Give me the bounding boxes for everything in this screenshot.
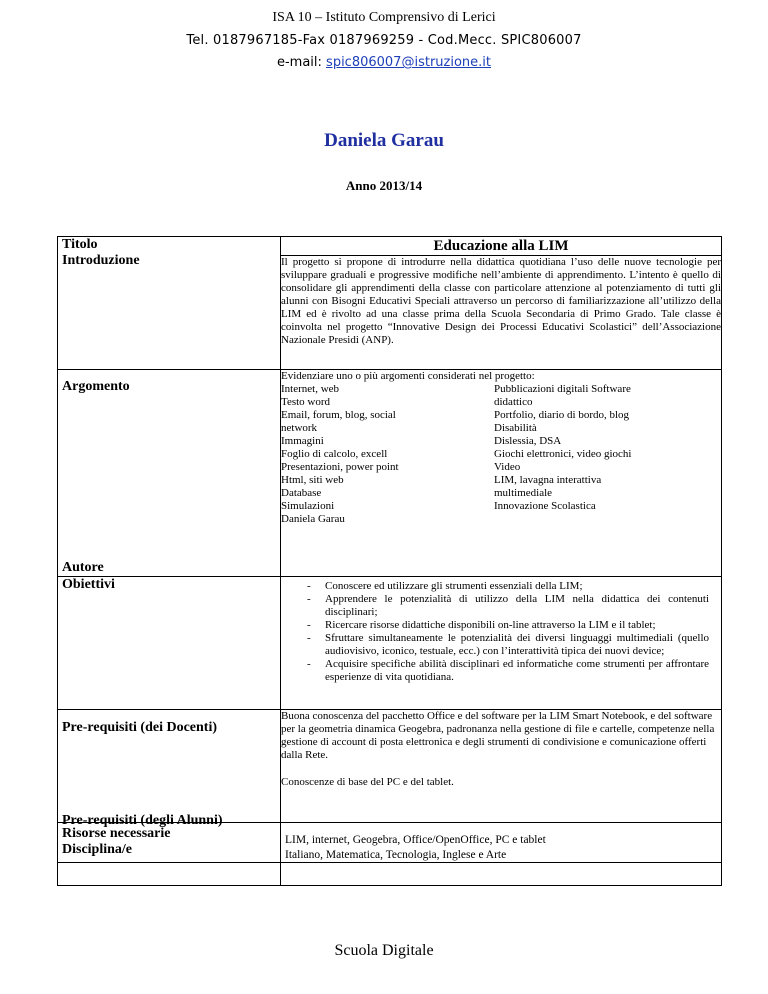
obiettivo-item: - Conoscere ed utilizzare gli strumenti essenziali della LIM; xyxy=(307,580,709,593)
argomento-item: network xyxy=(281,422,318,434)
school-name: ISA 10 – Istituto Comprensivo di Lerici xyxy=(272,10,496,25)
disciplina-text: Italiano, Matematica, Tecnologia, Inglese e Arte xyxy=(285,849,507,861)
prereq-alunni-label: Pre-requisiti (degli Alunni) xyxy=(62,813,223,828)
obiettivo-item: - Sfruttare simultaneamente le potenzialità dei diversi linguaggi multimediali (quello audiovisivo, iconico, testuale, ecc.) con l’interattività tipica dei nuovi device; xyxy=(307,632,709,658)
row-prerequisiti xyxy=(58,710,722,823)
project-table xyxy=(57,236,722,886)
prereq-alunni-text: Conoscenze di base del PC e del tablet. xyxy=(281,776,454,788)
autore-value: Daniela Garau xyxy=(281,513,345,525)
prereq-docenti-text: Buona conoscenza del pacchetto Office e del software per la LIM Smart Notebook, e del software per la geometria dinamica Geogebra, padronanza nella gestione di file e cartelle, competenze nella gestione di account di posta elettronica e degli strumenti di condivisione e comunicazione offerti dalla Rete. xyxy=(281,710,715,761)
label-cell-obiettivi xyxy=(58,577,281,710)
intro-label: Introduzione xyxy=(62,253,140,268)
argomento-item: Database xyxy=(281,487,322,499)
argomento-item: Pubblicazioni digitali Software xyxy=(494,383,631,395)
label-cell-argomento xyxy=(58,370,281,577)
argomento-item: multimediale xyxy=(494,487,553,499)
empty-value-cell xyxy=(281,863,722,886)
argomento-heading: Evidenziare uno o più argomenti considerati nel progetto: xyxy=(281,370,535,382)
row-titolo xyxy=(58,237,722,256)
argomento-item: Presentazioni, power point xyxy=(281,461,399,473)
prereq-docenti-label: Pre-requisiti (dei Docenti) xyxy=(62,720,218,735)
school-year: Anno 2013/14 xyxy=(345,178,423,193)
risorse-text: LIM, internet, Geogebra, Office/OpenOffice, PC e tablet xyxy=(285,834,546,846)
row-argomento xyxy=(58,370,722,577)
argomento-cell xyxy=(281,370,722,577)
argomento-item: Html, siti web xyxy=(281,474,344,486)
argomento-item: Portfolio, diario di bordo, blog xyxy=(494,409,630,421)
argomento-item: Foglio di calcolo, excell xyxy=(281,448,388,460)
label-cell-titolo xyxy=(58,237,281,370)
page-footer: Scuola Digitale xyxy=(334,942,434,959)
row-obiettivi xyxy=(58,577,722,710)
argomento-list xyxy=(281,383,721,513)
argomento-col-1 xyxy=(281,383,494,513)
obiettivi-label: Obiettivi xyxy=(62,577,115,592)
disciplina-label: Disciplina/e xyxy=(62,842,133,857)
label-cell-prerequisiti xyxy=(58,710,281,828)
argomento-item: Giochi elettronici, video giochi xyxy=(494,448,632,460)
argomento-item: Disabilità xyxy=(494,422,537,434)
author-title: Daniela Garau xyxy=(324,130,444,151)
argomento-item: Innovazione Scolastica xyxy=(494,500,596,512)
risorse-disciplina-cell xyxy=(281,823,722,863)
obiettivo-item: - Acquisire specifiche abilità disciplinari ed informatiche come strumenti per affrontare esperienze di vita quotidiana. xyxy=(307,658,709,684)
row-empty xyxy=(58,863,722,886)
project-title: Educazione alla LIM xyxy=(281,237,722,256)
argomento-item: LIM, lavagna interattiva xyxy=(494,474,602,486)
argomento-item: Dislessia, DSA xyxy=(494,435,562,447)
titolo-label: Titolo xyxy=(62,237,98,252)
argomento-label: Argomento xyxy=(62,379,130,394)
school-contacts: Tel. 0187967185-Fax 0187969259 - Cod.Mecc. SPIC806007 xyxy=(186,33,582,48)
argomento-item: Email, forum, blog, social xyxy=(281,409,396,421)
school-email-line xyxy=(0,55,768,70)
autore-label: Autore xyxy=(62,560,104,575)
argomento-col-2 xyxy=(494,383,721,513)
obiettivi-list xyxy=(281,577,721,688)
argomento-item: Testo word xyxy=(281,396,331,408)
obiettivo-item: - Ricercare risorse didattiche disponibili on-line attraverso la LIM e il tablet; xyxy=(307,619,709,632)
obiettivo-item: - Apprendere le potenzialità di utilizzo della LIM nella didattica dei contenuti disciplinari; xyxy=(307,593,709,619)
empty-label-cell xyxy=(58,863,281,886)
obiettivi-cell xyxy=(281,577,722,710)
intro-text: Il progetto si propone di introdurre nella didattica quotidiana l’uso delle nuove tecnologie per sviluppare graduali e progressive modifiche nell’ambiente di apprendimento. L’intento è quello di consolidare gli apprendimenti della classe con particolare attenzione al potenziamento di tutti gli alunni con Bisogni Educativi Speciali attraverso un percorso di familiarizzazione all’utilizzo della LIM ed è rivolto ad una classe prima della Scuola Secondaria di Primo Grado. Tale classe è coinvolta nel progetto “Innovative Design dei Processi Educativi Scolastici” dell’Associazione Nazionale Presidi (ANP). xyxy=(281,256,722,370)
argomento-item: Immagini xyxy=(281,435,324,447)
email-prefix: e-mail: xyxy=(276,55,327,70)
argomento-item: didattico xyxy=(494,396,533,408)
email-link[interactable]: spic806007@istruzione.it xyxy=(326,55,491,70)
risorse-label: Risorse necessarie xyxy=(62,826,171,841)
argomento-item: Video xyxy=(494,461,521,473)
row-risorse xyxy=(58,823,722,863)
prereq-cell xyxy=(281,710,722,823)
argomento-item: Simulazioni xyxy=(281,500,335,512)
argomento-item: Internet, web xyxy=(281,383,340,395)
label-cell-risorse xyxy=(58,823,281,863)
